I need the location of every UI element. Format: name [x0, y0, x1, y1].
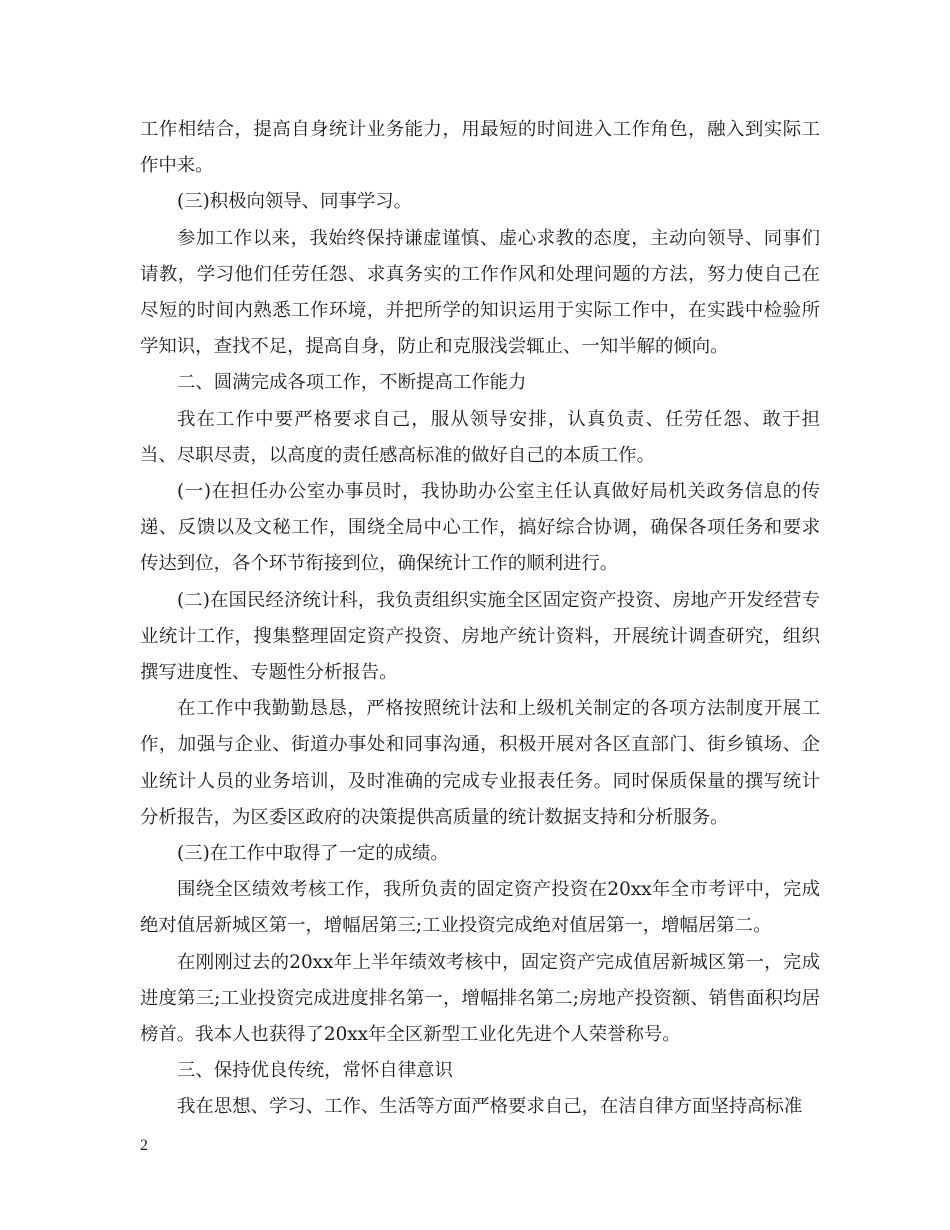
subheading-learn-from-colleagues: (三)积极向领导、同事学习。: [177, 191, 413, 213]
section-heading-three: 三、保持优良传统，常怀自律意识: [177, 1060, 453, 1082]
page-number: 2: [140, 1137, 148, 1154]
paragraph-strict-requirements: 我在工作中要严格要求自己，服从领导安排，认真负责、任劳任怨、敢于担当、尽职尽责，以高度的责任感高标准的做好自己的本质工作。: [140, 408, 820, 466]
paragraph-diligent-work: 在工作中我勤勤恳恳，严格按照统计法和上级机关制定的各项方法制度开展工作，加强与企业、街道办事处和同事沟通，积极开展对各区直部门、街乡镇场、企业统计人员的业务培训，及时准确的完成专业报表任务。同时保质保量的撰写统计分析报告，为区委区政府的决策提供高质量的统计数据支持和分析服务。: [140, 698, 820, 828]
document-body: [140, 112, 820, 1126]
paragraph-half-year-results: 在刚刚过去的20xx年上半年绩效考核中，固定资产完成值居新城区第一，完成进度第三;工业投资完成进度排名第一，增幅排名第二;房地产投资额、销售面积均居榜首。我本人也获得了20xx年全区新型工业化先进个人荣誉称号。: [140, 951, 820, 1046]
paragraph-office-clerk: (一)在担任办公室办事员时，我协助办公室主任认真做好局机关政务信息的传递、反馈以及文秘工作，围绕全局中心工作，搞好综合协调，确保各项任务和要求传达到位，各个环节衔接到位，确保统计工作的顺利进行。: [140, 481, 820, 575]
paragraph-continuation: 工作相结合，提高自身统计业务能力，用最短的时间进入工作角色，融入到实际工作中来。: [140, 119, 820, 177]
paragraph-attitude: 参加工作以来，我始终保持谦虚谨慎、虚心求教的态度，主动向领导、同事们请教，学习他们任劳任怨、求真务实的工作作风和处理问题的方法，努力使自己在尽短的时间内熟悉工作环境，并把所学的知识运用于实际工作中，在实践中检验所学知识，查找不足，提高自身，防止和克服浅尝辄止、一知半解的倾向。: [140, 227, 820, 358]
section-heading-two: 二、圆满完成各项工作，不断提高工作能力: [177, 372, 527, 394]
paragraph-statistics-department: (二)在国民经济统计科，我负责组织实施全区固定资产投资、房地产开发经营专业统计工作，搜集整理固定资产投资、房地产统计资料，开展统计调查研究，组织撰写进度性、专题性分析报告。: [140, 589, 820, 684]
subheading-achievements: (三)在工作中取得了一定的成绩。: [177, 843, 449, 865]
paragraph-self-discipline: 我在思想、学习、工作、生活等方面严格要求自己，在洁自律方面坚持高标准: [177, 1096, 803, 1118]
paragraph-performance-review: 围绕全区绩效考核工作，我所负责的固定资产投资在20xx年全市考评中，完成绝对值居新城区第一，增幅居第三;工业投资完成绝对值居第一，增幅居第二。: [140, 879, 820, 937]
